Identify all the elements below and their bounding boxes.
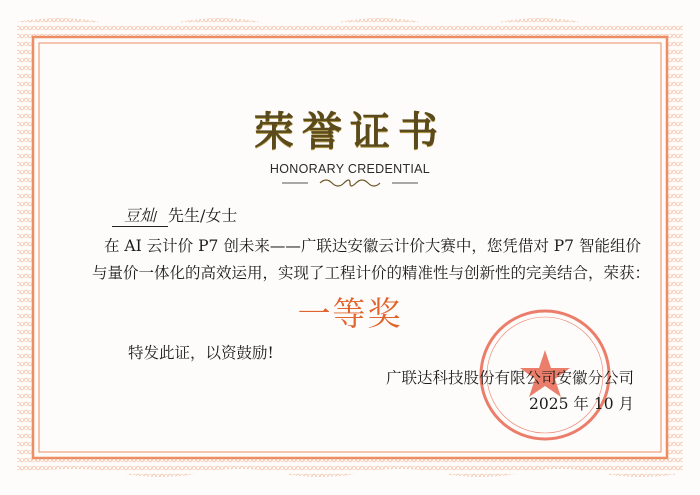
issue-date: 2025 年 10 月 [529,395,634,413]
issuer-name: 广联达科技股份有限公司安徽分公司 [385,369,634,387]
certificate-subtitle: HONORARY CREDENTIAL [269,162,431,176]
body-text-line-2: 与量价一体化的高效运用，实现了工程计价的精准性与创新性的完美结合，荣获： [92,264,651,282]
award-title: 一等奖 [297,294,403,333]
recipient-name: 豆灿 [112,203,168,227]
recipient-line [112,203,237,227]
body-text-line-1: 在 AI 云计价 P7 创未来——广联达安徽云计价大赛中，您凭借对 P7 智能组价 [104,237,641,255]
certificate-title: 荣誉证书 [254,109,446,155]
encouragement-text: 特发此证，以资鼓励! [128,344,274,362]
ornament-divider [282,176,418,190]
recipient-suffix: 先生/女士 [168,206,238,225]
